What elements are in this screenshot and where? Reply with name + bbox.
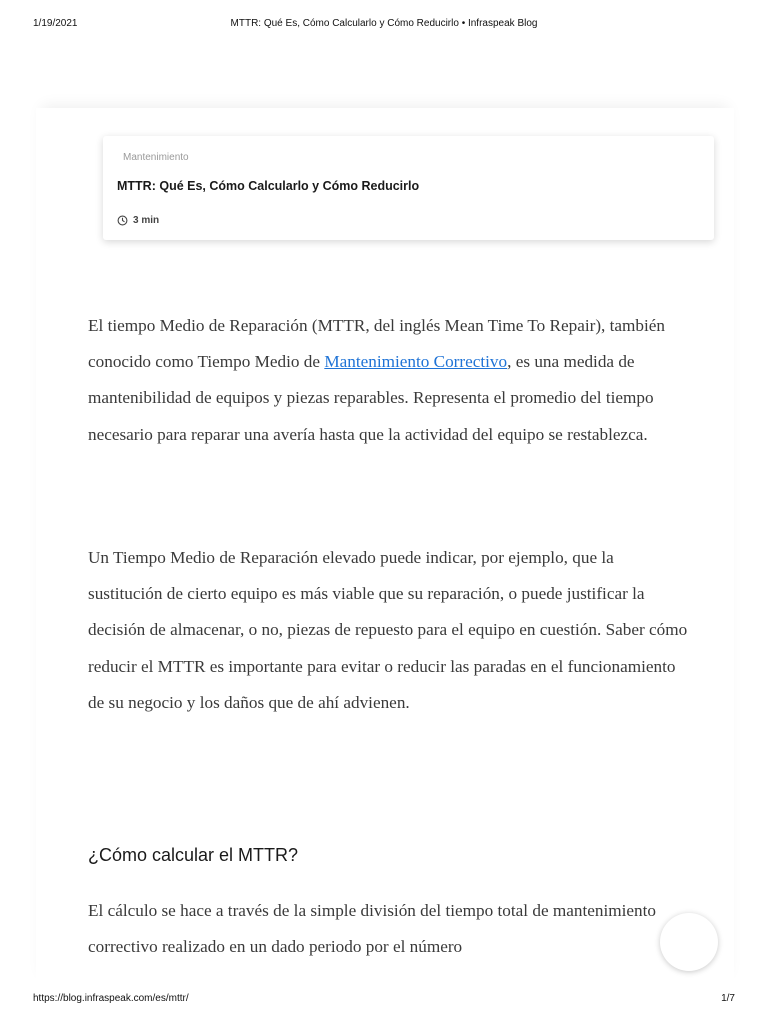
mantenimiento-correctivo-link[interactable]: Mantenimiento Correctivo [324,352,508,372]
intro-text-before-link: El tiempo Medio de Reparación (MTTR, del inglés Mean Time To Repair), también conocido como Tiempo Medio de [88,316,666,372]
article-card[interactable] [103,136,714,240]
print-footer [0,993,768,1007]
card-category[interactable]: Mantenimiento [123,152,189,163]
card-read-time [117,215,159,226]
body-paragraph-2: Un Tiempo Medio de Reparación elevado puede indicar, por ejemplo, que la sustitución de cierto equipo es más viable que su reparación, o puede justificar la decisión de almacenar, o no, piezas de repuesto para el equipo en cuestión. Saber cómo reducir el MTTR es importante para evitar o reducir las paradas en el funcionamiento de su negocio y los daños que de ahí advienen. [88,548,688,712]
card-title[interactable]: MTTR: Qué Es, Cómo Calcularlo y Cómo Reducirlo [117,179,420,193]
print-title: MTTR: Qué Es, Cómo Calcularlo y Cómo Reducirlo • Infraspeak Blog [230,18,538,29]
intro-paragraph [88,308,688,453]
section-heading: ¿Cómo calcular el MTTR? [88,845,299,865]
print-date: 1/19/2021 [33,18,78,29]
print-url: https://blog.infraspeak.com/es/mttr/ [33,993,189,1004]
floating-action-button[interactable] [660,913,718,971]
read-time-text: 3 min [133,215,160,226]
body-paragraph-3: El cálculo se hace a través de la simple división del tiempo total de mantenimiento correctivo realizado en un dado periodo por el número [88,901,656,957]
clock-icon [117,215,128,226]
intro-text-after-link: , es una medida de mantenibilidad de equipos y piezas reparables. Representa el promedio del tiempo necesario para reparar una avería hasta que la actividad del equipo se restablezca. [88,352,654,444]
print-page-number: 1/7 [721,993,735,1004]
print-header [0,18,768,32]
